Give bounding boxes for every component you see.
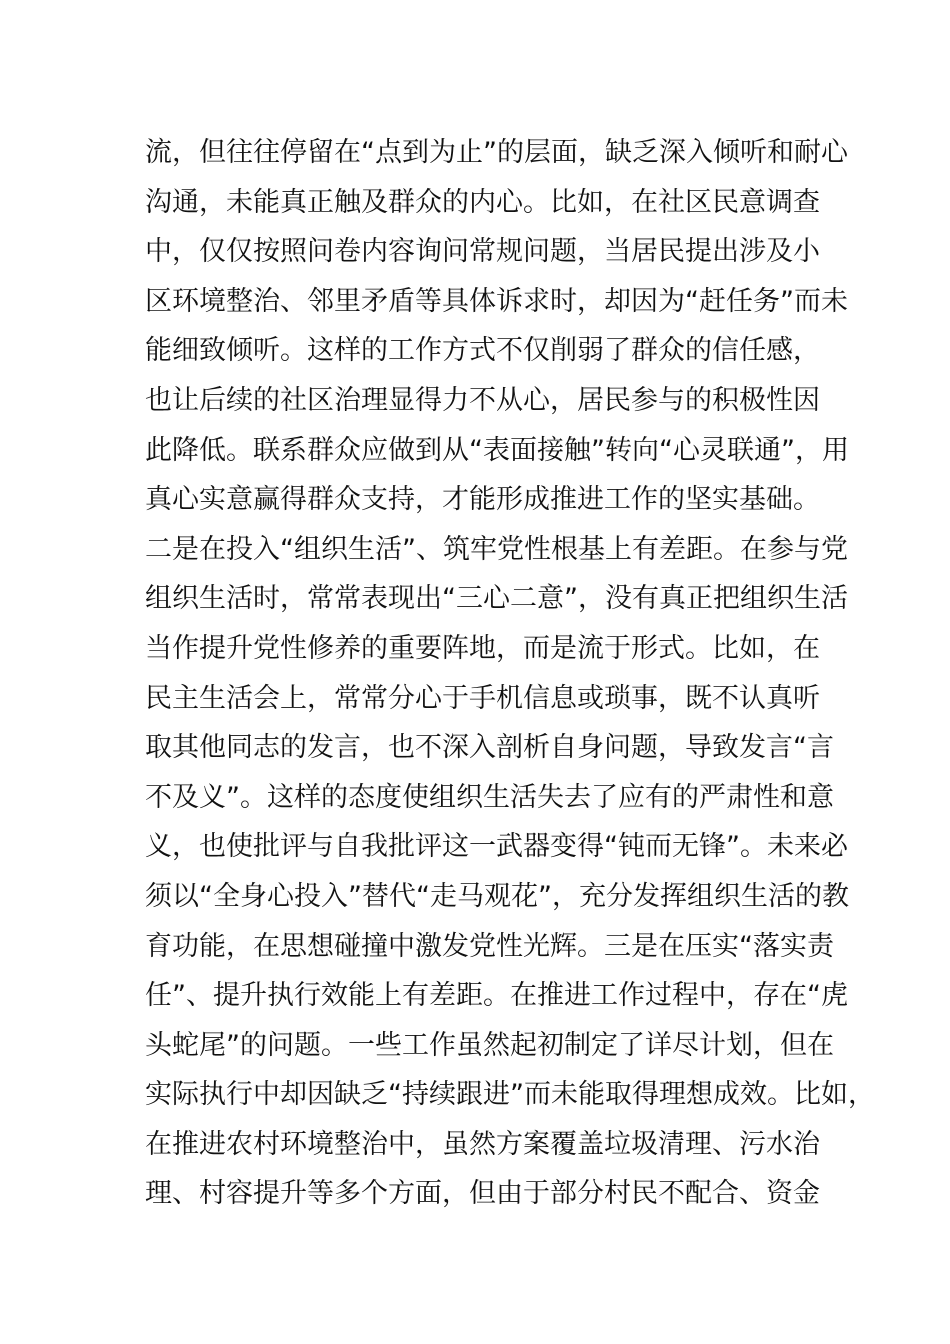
text-line-14: 不及义”。这样的态度使组织生活失去了应有的严肃性和意 [145,781,834,813]
text-line-10: 组织生活时，常常表现出“三心二意”，没有真正把组织生活 [145,583,848,615]
text-line-8: 真心实意赢得群众支持，才能形成推进工作的坚实基础。 [145,484,820,516]
text-line-11: 当作提升党性修养的重要阵地，而是流于形式。比如，在 [145,632,820,664]
text-line-7: 此降低。联系群众应做到从“表面接触”转向“心灵联通”，用 [145,434,849,466]
text-line-2: 沟通，未能真正触及群众的内心。比如，在社区民意调查 [145,186,820,218]
text-line-19: 头蛇尾”的问题。一些工作虽然起初制定了详尽计划，但在 [145,1029,834,1061]
text-line-13: 取其他同志的发言，也不深入剖析自身问题，导致发言“言 [145,732,834,764]
text-line-22: 理、村容提升等多个方面，但由于部分村民不配合、资金 [145,1178,820,1210]
text-line-1: 流，但往往停留在“点到为止”的层面，缺乏深入倾听和耐心 [145,137,848,168]
text-line-21: 在推进农村环境整治中，虽然方案覆盖垃圾清理、污水治 [145,1128,820,1160]
text-line-20: 实际执行中却因缺乏“持续跟进”而未能取得理想成效。比如， [145,1079,875,1111]
body-text [145,128,875,1219]
text-line-9: 二是在投入“组织生活”、筑牢党性根基上有差距。在参与党 [145,533,848,565]
text-line-4: 区环境整治、邻里矛盾等具体诉求时，却因为“赶任务”而未 [145,285,848,317]
text-line-3: 中，仅仅按照问卷内容询问常规问题，当居民提出涉及小 [145,236,820,268]
text-line-6: 也让后续的社区治理显得力不从心，居民参与的积极性因 [145,384,820,416]
text-line-18: 任”、提升执行效能上有差距。在推进工作过程中，存在“虎 [145,980,848,1012]
text-line-15: 义，也使批评与自我批评这一武器变得“钝而无锋”。未来必 [145,831,848,863]
text-line-16: 须以“全身心投入”替代“走马观花”，充分发挥组织生活的教 [145,880,849,912]
text-line-12: 民主生活会上，常常分心于手机信息或琐事，既不认真听 [145,682,820,714]
text-line-5: 能细致倾听。这样的工作方式不仅削弱了群众的信任感， [145,335,820,367]
text-line-17: 育功能，在思想碰撞中激发党性光辉。三是在压实“落实责 [145,930,834,962]
